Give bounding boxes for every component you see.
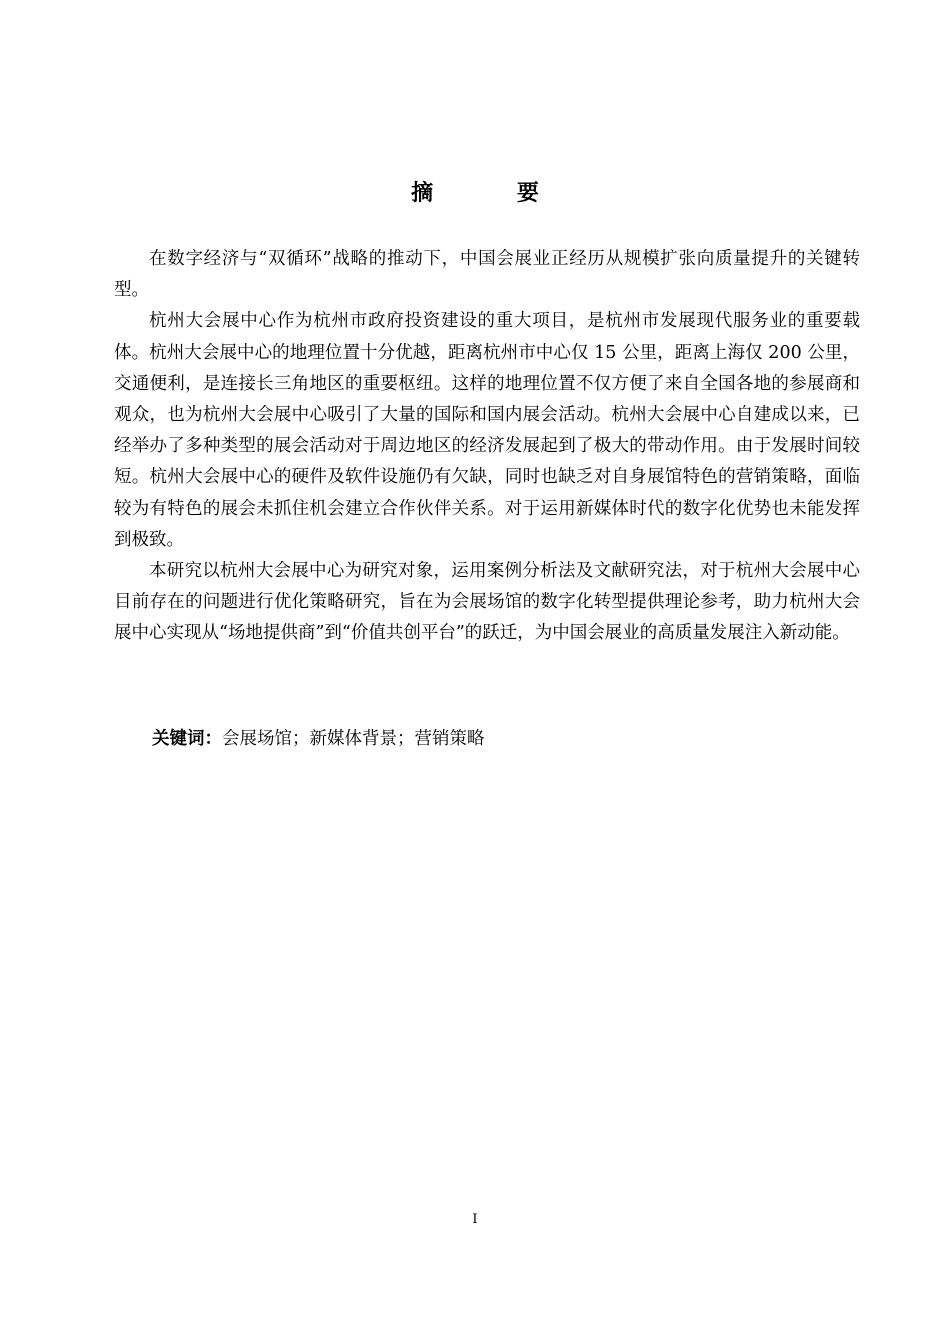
abstract-paragraph-2: 杭州大会展中心作为杭州市政府投资建设的重大项目，是杭州市发展现代服务业的重要载体。杭州大会展中心的地理位置十分优越，距离杭州市中心仅 15 公里，距离上海仅 200 公里，交通便利，是连接长三角地区的重要枢纽。这样的地理位置不仅方便了来自全国各地的参展商和观众，也为杭州大会展中心吸引了大量的国际和国内展会活动。杭州大会展中心自建成以来，已经举办了多种类型的展会活动对于周边地区的经济发展起到了极大的带动作用。由于发展时间较短。杭州大会展中心的硬件及软件设施仍有欠缺，同时也缺乏对自身展馆特色的营销策略，面临较为有特色的展会未抓住机会建立合作伙伴关系。对于运用新媒体时代的数字化优势也未能发挥到极致。 [114,311,860,550]
keywords-line [152,724,852,755]
page-number: I [472,1212,478,1227]
abstract-paragraph-1: 在数字经济与“双循环”战略的推动下，中国会展业正经历从规模扩张向质量提升的关键转型。 [114,249,860,301]
keywords-text: 会展场馆；新媒体背景；营销策略 [222,729,485,749]
abstract-paragraph-3: 本研究以杭州大会展中心为研究对象，运用案例分析法及文献研究法，对于杭州大会展中心目前存在的问题进行优化策略研究，旨在为会展场馆的数字化转型提供理论参考，助力杭州大会展中心实现从“场地提供商”到“价值共创平台”的跃迁，为中国会展业的高质量发展注入新动能。 [114,561,860,644]
keywords-label: 关键词： [152,729,222,749]
abstract-body [114,244,860,650]
abstract-title: 摘 要 [411,181,577,206]
